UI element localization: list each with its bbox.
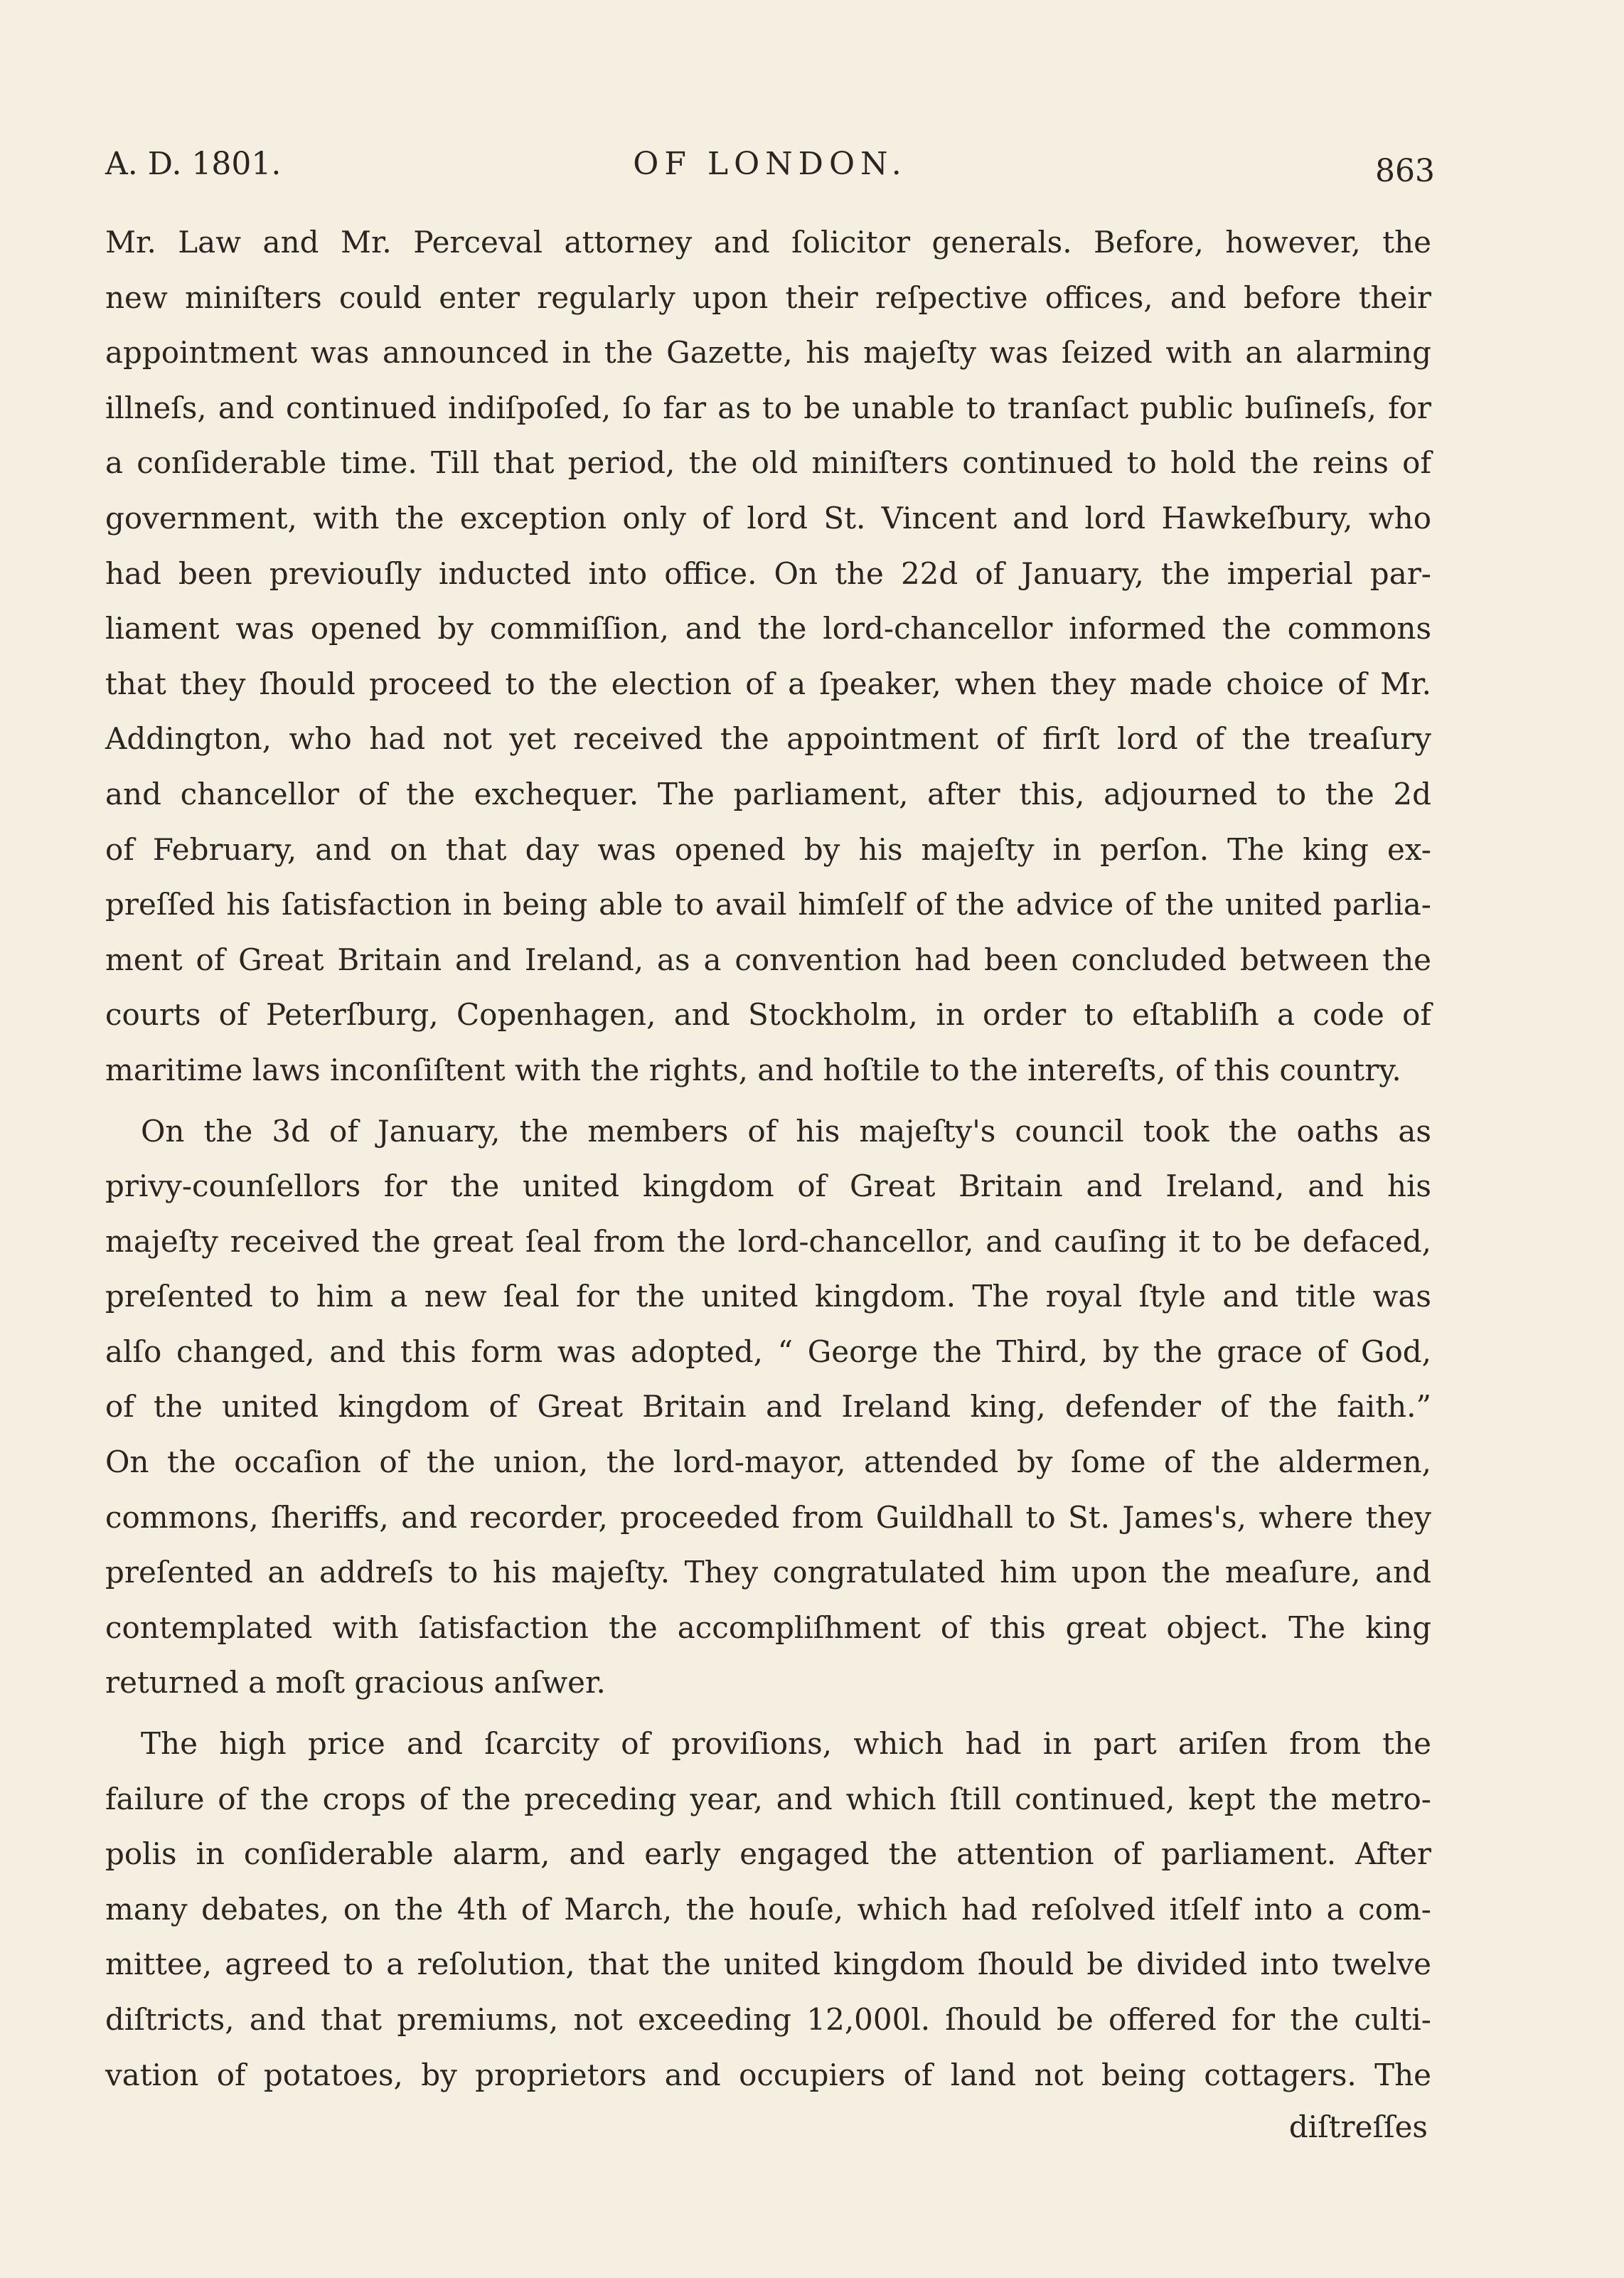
text-line: that they ſhould proceed to the election of a ſpeaker, when they made choice of Mr. bbox=[105, 666, 1431, 701]
text-line: privy-counſellors for the united kingdom of Great Britain and Ireland, and his bbox=[105, 1169, 1431, 1204]
text-line: The high price and ſcarcity of proviſions, which had in part ariſen from the bbox=[141, 1726, 1431, 1762]
page-number: 863 bbox=[1375, 153, 1435, 189]
text-line: ment of Great Britain and Ireland, as a convention had been concluded between the bbox=[105, 942, 1431, 977]
text-line: liament was opened by commiſſion, and the lord-chancellor informed the commons bbox=[105, 611, 1431, 646]
text-line: illneſs, and continued indiſpoſed, ſo far as to be unable to tranſact public buſineſs, for bbox=[105, 390, 1431, 425]
body-text bbox=[105, 215, 1431, 2152]
text-line: maritime laws inconſiſtent with the rights, and hoſtile to the intereſts, of this country. bbox=[105, 1052, 1401, 1087]
paragraph-gap bbox=[105, 1710, 1431, 1716]
text-line: contemplated with ſatisfaction the accompliſhment of this great object. The king bbox=[105, 1609, 1431, 1645]
text-line: new miniſters could enter regularly upon their reſpective offices, and before their bbox=[105, 280, 1431, 315]
text-line: failure of the crops of the preceding year, and which ſtill continued, kept the metro- bbox=[105, 1781, 1431, 1816]
text-line: many debates, on the 4th of March, the houſe, which had reſolved itſelf into a com- bbox=[105, 1891, 1431, 1927]
text-line: vation of potatoes, by proprietors and occupiers of land not being cottagers. The bbox=[105, 2057, 1431, 2092]
text-line: On the 3d of January, the members of his majeſty's council took the oaths as bbox=[141, 1113, 1431, 1149]
running-header bbox=[105, 146, 1435, 196]
text-line: commons, ſheriffs, and recorder, proceeded from Guildhall to St. James's, where they bbox=[105, 1499, 1431, 1535]
text-line: had been previouſly inducted into office. On the 22d of January, the imperial par- bbox=[105, 555, 1431, 591]
text-line: appointment was announced in the Gazette, his majeſty was ſeized with an alarming bbox=[105, 335, 1431, 371]
text-line: polis in conſiderable alarm, and early engaged the attention of parliament. After bbox=[105, 1836, 1431, 1872]
text-line: preſented to him a new ſeal for the united kingdom. The royal ſtyle and title was bbox=[105, 1279, 1431, 1314]
paragraph-gap bbox=[105, 1098, 1431, 1104]
text-line: government, with the exception only of lord St. Vincent and lord Hawkeſbury, who bbox=[105, 500, 1431, 536]
text-line: Addington, who had not yet received the appointment of firſt lord of the treaſury bbox=[105, 721, 1431, 757]
text-line: alſo changed, and this form was adopted, “ George the Third, by the grace of God, bbox=[105, 1334, 1431, 1369]
header-year: A. D. 1801. bbox=[105, 146, 282, 182]
text-line: returned a moſt gracious anſwer. bbox=[105, 1665, 606, 1700]
text-line: diſtricts, and that premiums, not exceeding 12,000l. ſhould be offered for the culti- bbox=[105, 2002, 1431, 2037]
text-line: Mr. Law and Mr. Perceval attorney and ſolicitor generals. Before, however, the bbox=[105, 225, 1431, 260]
text-line: mittee, agreed to a reſolution, that the united kingdom ſhould be divided into twelve bbox=[105, 1947, 1431, 1982]
text-line: preſented an addreſs to his majeſty. They congratulated him upon the meaſure, and bbox=[105, 1555, 1431, 1590]
text-line: preſſed his ſatisfaction in being able to avail himſelf of the advice of the united parlia- bbox=[105, 887, 1431, 922]
text-line: and chancellor of the exchequer. The parliament, after this, adjourned to the 2d bbox=[105, 776, 1431, 811]
text-line: On the occaſion of the union, the lord-mayor, attended by ſome of the aldermen, bbox=[105, 1444, 1431, 1480]
text-line: of February, and on that day was opened by his majeſty in perſon. The king ex- bbox=[105, 831, 1431, 867]
catchword: diſtreſſes bbox=[1288, 2109, 1428, 2145]
text-line: courts of Peterſburg, Copenhagen, and Stockholm, in order to eſtabliſh a code of bbox=[105, 997, 1431, 1033]
text-line: majeſty received the great ſeal from the lord-chancellor, and cauſing it to be defaced, bbox=[105, 1223, 1431, 1259]
header-title: OF LONDON. bbox=[633, 146, 907, 182]
text-line: a conſiderable time. Till that period, the old miniſters continued to hold the reins of bbox=[105, 445, 1431, 481]
text-line: of the united kingdom of Great Britain and Ireland king, defender of the faith.” bbox=[105, 1389, 1431, 1425]
